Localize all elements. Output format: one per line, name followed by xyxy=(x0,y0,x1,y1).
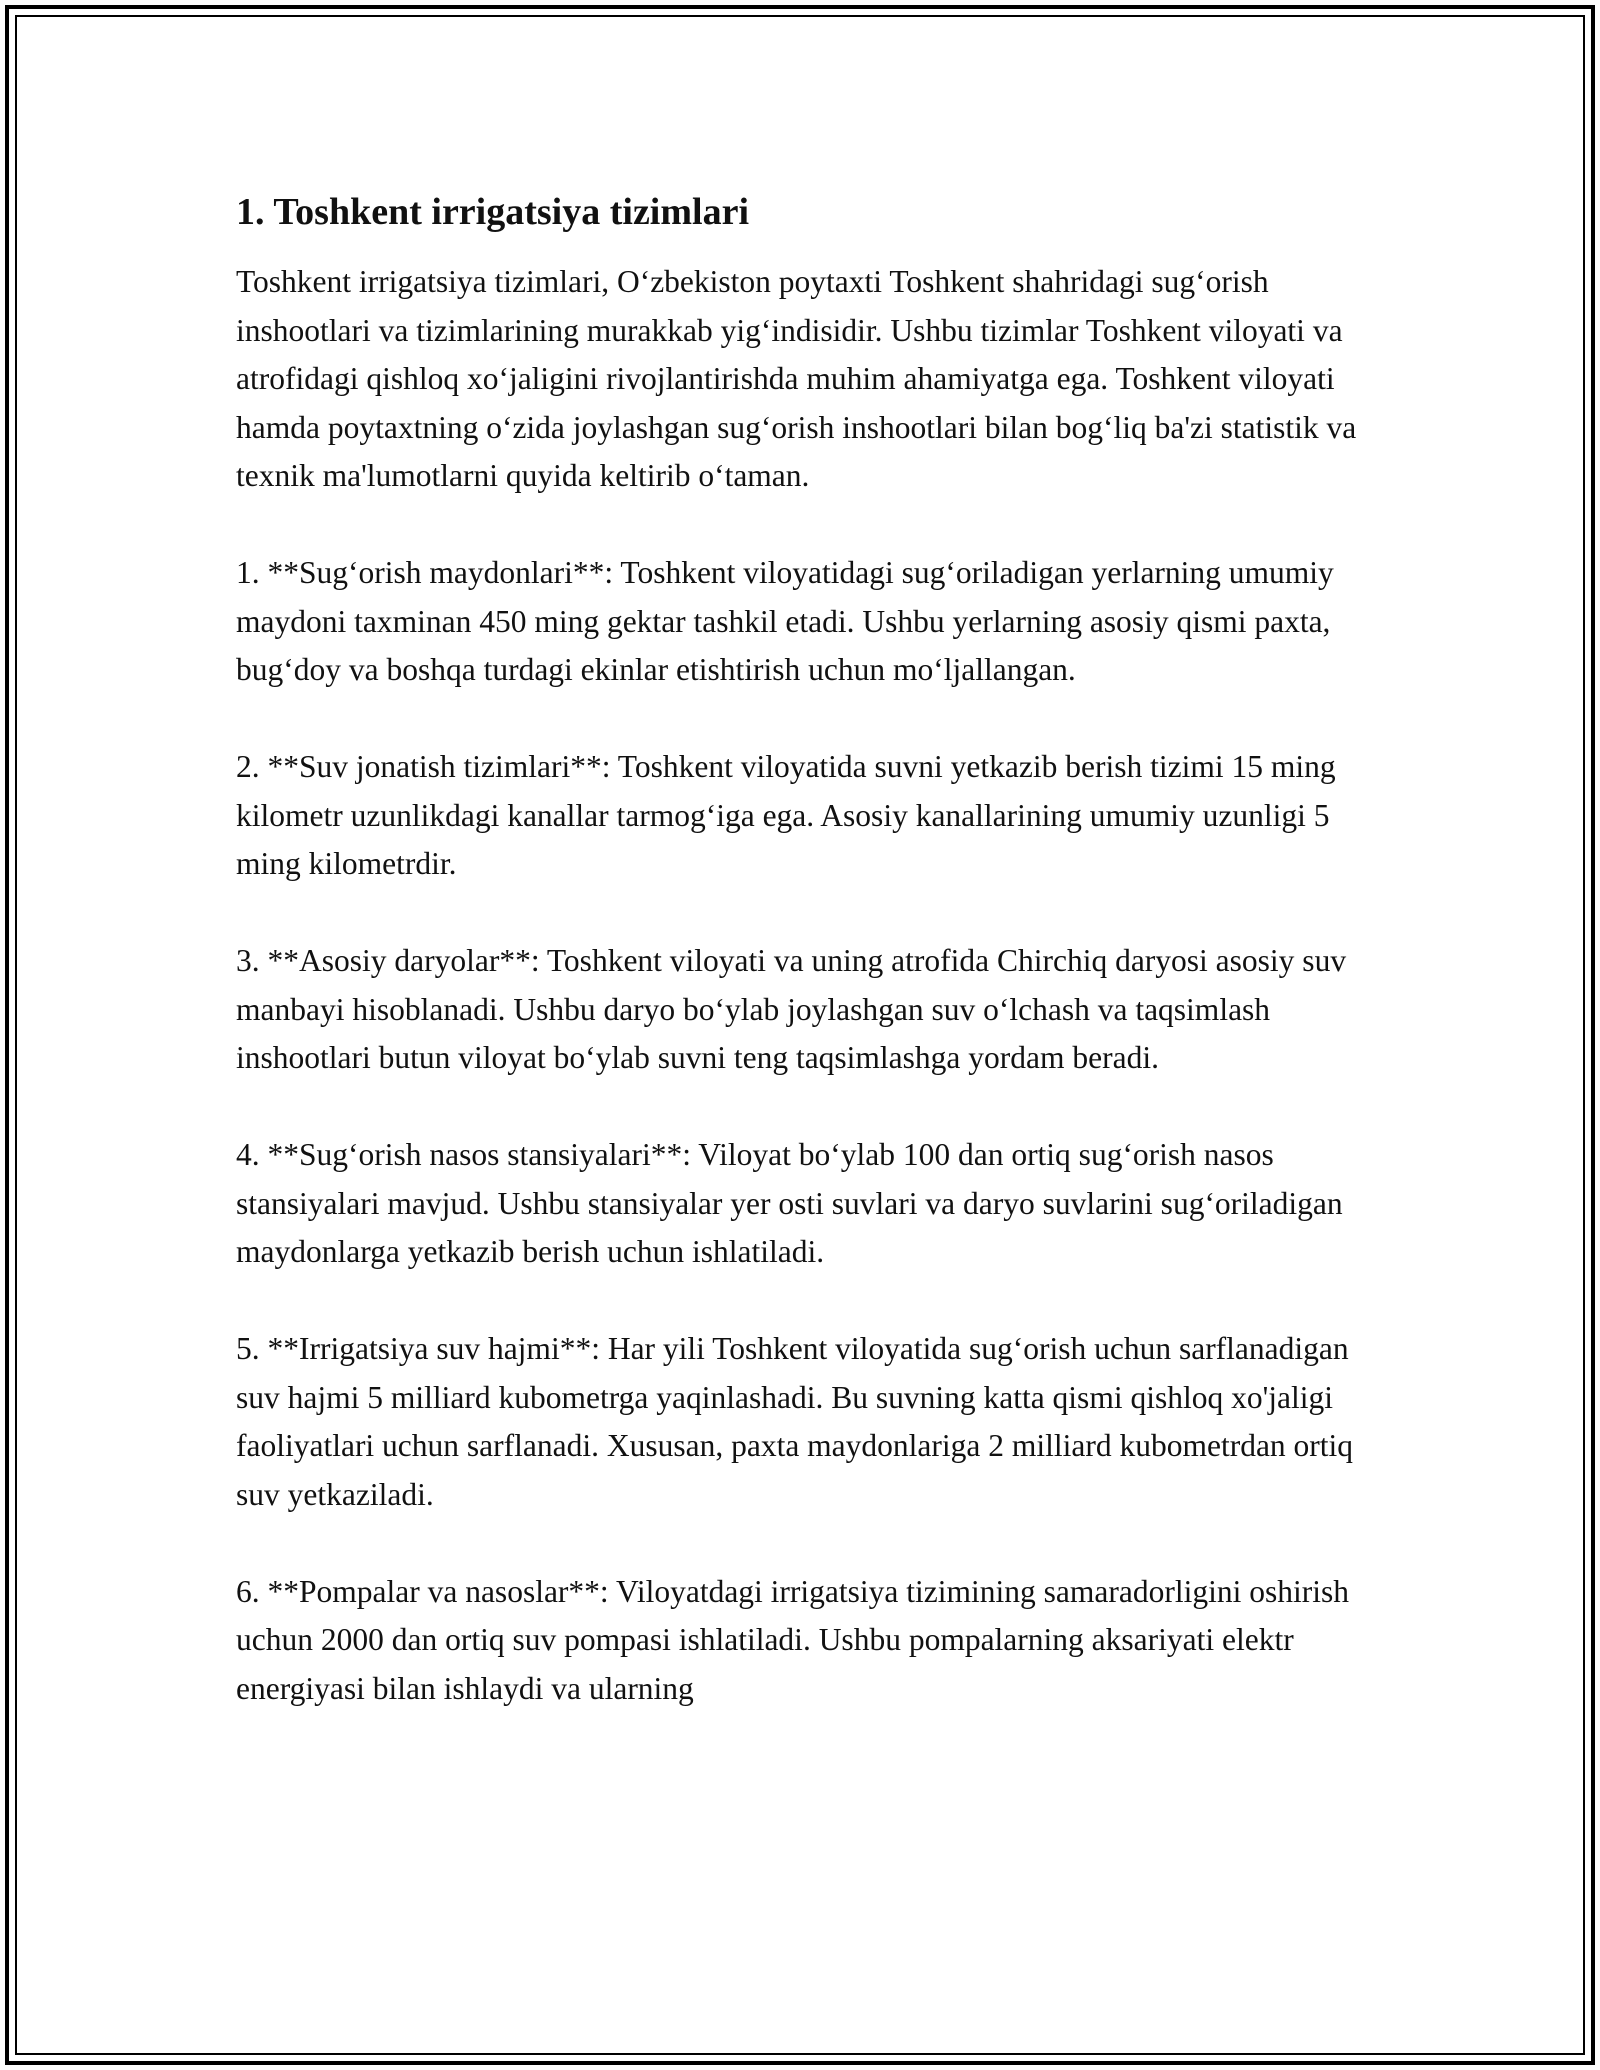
paragraph-irrigation-areas: 1. **Sug‘orish maydonlari**: Toshkent viloyatidagi sug‘oriladigan yerlarning umumiy maydoni taxminan 450 ming gektar tashkil etadi. Ushbu yerlarning asosiy qismi paxta, bug‘doy va boshqa turdagi ekinlar etishtirish uchun mo‘ljallangan. xyxy=(236,555,1334,687)
paragraph-water-supply-systems: 2. **Suv jonatish tizimlari**: Toshkent viloyatida suvni yetkazib berish tizimi 15 ming kilometr uzunlikdagi kanallar tarmog‘iga ega. Asosiy kanallarining umumiy uzunligi 5 ming kilometrdir. xyxy=(236,749,1336,881)
paragraph-water-volume: 5. **Irrigatsiya suv hajmi**: Har yili Toshkent viloyatida sug‘orish uchun sarflanadigan suv hajmi 5 milliard kubometrga yaqinlashadi. Bu suvning katta qismi qishloq xo'jaligi faoliyatlari uchun sarflanadi. Xususan, paxta maydonlariga 2 milliard kubometrdan ortiq suv yetkaziladi. xyxy=(236,1331,1354,1512)
intro-paragraph: Toshkent irrigatsiya tizimlari, O‘zbekiston poytaxti Toshkent shahridagi sug‘orish inshootlari va tizimlarining murakkab yig‘indisidir. Ushbu tizimlar Toshkent viloyati va atrofidagi qishloq xo‘jaligini rivojlantirishda muhim ahamiyatga ega. Toshkent viloyati hamda poytaxtning o‘zida joylashgan sug‘orish inshootlari bilan bog‘liq ba'zi statistik va texnik ma'lumotlarni quyida keltirib o‘taman. xyxy=(236,264,1357,493)
paragraph-main-rivers: 3. **Asosiy daryolar**: Toshkent viloyati va uning atrofida Chirchiq daryosi asosiy suv manbayi hisoblanadi. Ushbu daryo bo‘ylab joylashgan suv o‘lchash va taqsimlash inshootlari butun viloyat bo‘ylab suvni teng taqsimlashga yordam beradi. xyxy=(236,943,1347,1075)
paragraph-pump-stations: 4. **Sug‘orish nasos stansiyalari**: Viloyat bo‘ylab 100 dan ortiq sug‘orish nasos stansiyalari mavjud. Ushbu stansiyalar yer osti suvlari va daryo suvlarini sug‘oriladigan maydonlarga yetkazib berish uchun ishlatiladi. xyxy=(236,1137,1343,1269)
paragraph-pumps: 6. **Pompalar va nasoslar**: Viloyatdagi irrigatsiya tizimining samaradorligini oshirish uchun 2000 dan ortiq suv pompasi ishlatiladi. Ushbu pompalarning aksariyati elektr energiyasi bilan ishlaydi va ularning xyxy=(236,1573,1349,1706)
document-title: 1. Toshkent irrigatsiya tizimlari xyxy=(236,191,749,233)
document-body xyxy=(236,188,1376,1762)
